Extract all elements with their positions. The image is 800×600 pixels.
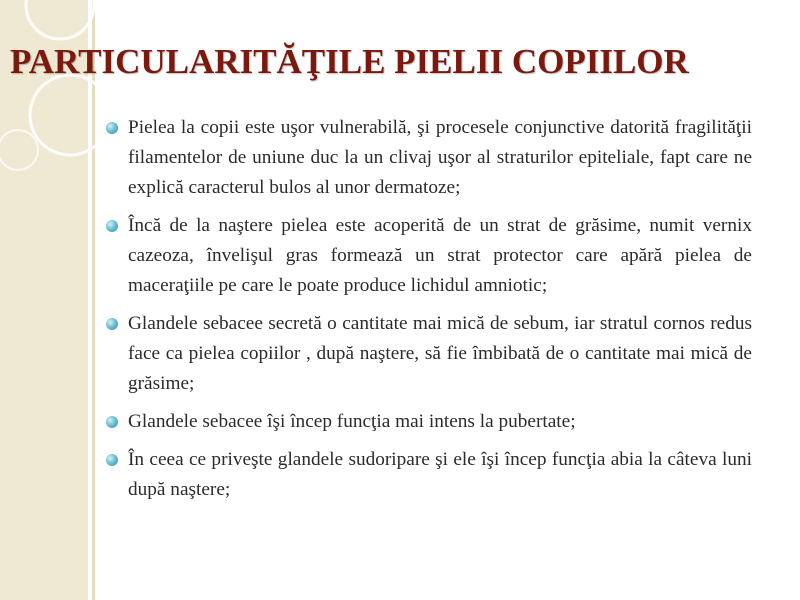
bullet-text: Glandele sebacee secretă o cantitate mai mică de sebum, iar stratul cornos redus face ca pielea copiilor , după naştere, să fie îmbibată de o cantitate mai mică de grăsime; (128, 313, 752, 394)
list-item (104, 211, 752, 301)
bullet-dot-icon (106, 122, 118, 134)
bullet-list (104, 113, 752, 513)
bullet-dot-icon (106, 318, 118, 330)
bullet-dot-icon (106, 220, 118, 232)
bullet-text: În ceea ce priveşte glandele sudoripare şi ele îşi încep funcţia abia la câteva luni după naştere; (128, 449, 752, 500)
list-item (104, 407, 752, 437)
bullet-text: Pielea la copii este uşor vulnerabilă, şi procesele conjunctive datorită fragilităţii filamentelor de uniune duc la un clivaj uşor al straturilor epiteliale, fapt care ne explică caracterul bulos al unor dermatoze; (128, 117, 752, 198)
bullet-text: Glandele sebacee îşi încep funcţia mai intens la pubertate; (128, 411, 576, 432)
list-item (104, 113, 752, 203)
list-item (104, 309, 752, 399)
decorative-circles (0, 0, 100, 200)
bullet-text: Încă de la naştere pielea este acoperită de un strat de grăsime, numit vernix cazeoza, învelişul gras formează un strat protector care apără pielea de maceraţiile pe care le poate produce lichidul amniotic; (128, 215, 752, 296)
list-item (104, 445, 752, 505)
slide-title: PARTICULARITĂŢILE PIELII COPIILOR (10, 42, 689, 81)
bullet-dot-icon (106, 416, 118, 428)
bullet-dot-icon (106, 454, 118, 466)
